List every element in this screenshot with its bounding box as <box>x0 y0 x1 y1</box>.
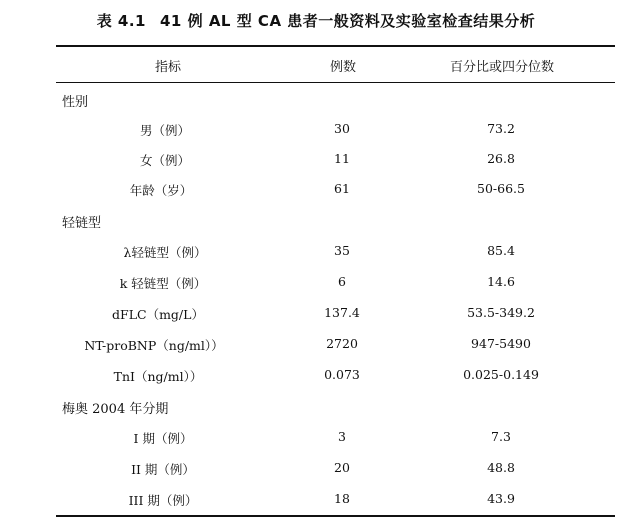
row-count: 30 <box>334 121 350 136</box>
group-label-light-chain: 轻链型 <box>62 216 102 231</box>
table-caption <box>0 10 632 31</box>
row-indicator: 男（例） <box>139 123 191 138</box>
row-percent: 48.8 <box>487 460 515 475</box>
row-indicator: dFLC（mg/L） <box>112 307 204 322</box>
row-count: 137.4 <box>324 305 360 320</box>
row-count: 18 <box>334 491 350 506</box>
row-indicator: 年龄（岁） <box>129 183 193 198</box>
row-percent: 43.9 <box>487 491 515 506</box>
row-count: 2720 <box>326 336 358 351</box>
row-count: 20 <box>334 460 350 475</box>
row-percent: 7.3 <box>491 429 511 444</box>
row-percent: 73.2 <box>487 121 515 136</box>
row-percent: 50-66.5 <box>477 181 525 196</box>
table-title: 41 例 AL 型 CA 患者一般资料及实验室检查结果分析 <box>160 12 536 30</box>
row-count: 3 <box>338 429 346 444</box>
row-count: 61 <box>334 181 350 196</box>
bottom-rule <box>56 515 615 517</box>
row-percent: 26.8 <box>487 151 515 166</box>
row-indicator: III 期（例） <box>128 493 198 508</box>
row-indicator: 女（例） <box>139 153 191 168</box>
row-count: 35 <box>334 243 350 258</box>
group-label-mayo-stage: 梅奥 2004 年分期 <box>62 402 169 417</box>
group-label-sex: 性别 <box>62 95 89 110</box>
row-count: 0.073 <box>324 367 360 382</box>
row-indicator: λ轻链型（例） <box>123 245 207 260</box>
row-indicator: NT-proBNP（ng/ml）） <box>84 338 224 353</box>
top-rule <box>56 45 615 47</box>
header-rule <box>56 82 615 83</box>
row-count: 11 <box>334 151 350 166</box>
row-percent: 947-5490 <box>471 336 531 351</box>
row-indicator: I 期（例） <box>133 431 193 446</box>
row-percent: 85.4 <box>487 243 515 258</box>
row-percent: 14.6 <box>487 274 515 289</box>
header-indicator: 指标 <box>155 60 182 75</box>
header-count: 例数 <box>330 60 357 75</box>
row-count: 6 <box>338 274 346 289</box>
row-percent: 0.025-0.149 <box>463 367 539 382</box>
row-indicator: TnI（ng/ml）） <box>113 369 203 384</box>
row-indicator: k 轻链型（例） <box>119 276 207 291</box>
table-number: 表 4.1 <box>96 12 146 30</box>
row-percent: 53.5-349.2 <box>467 305 535 320</box>
row-indicator: II 期（例） <box>131 462 195 477</box>
header-percent: 百分比或四分位数 <box>450 60 555 75</box>
